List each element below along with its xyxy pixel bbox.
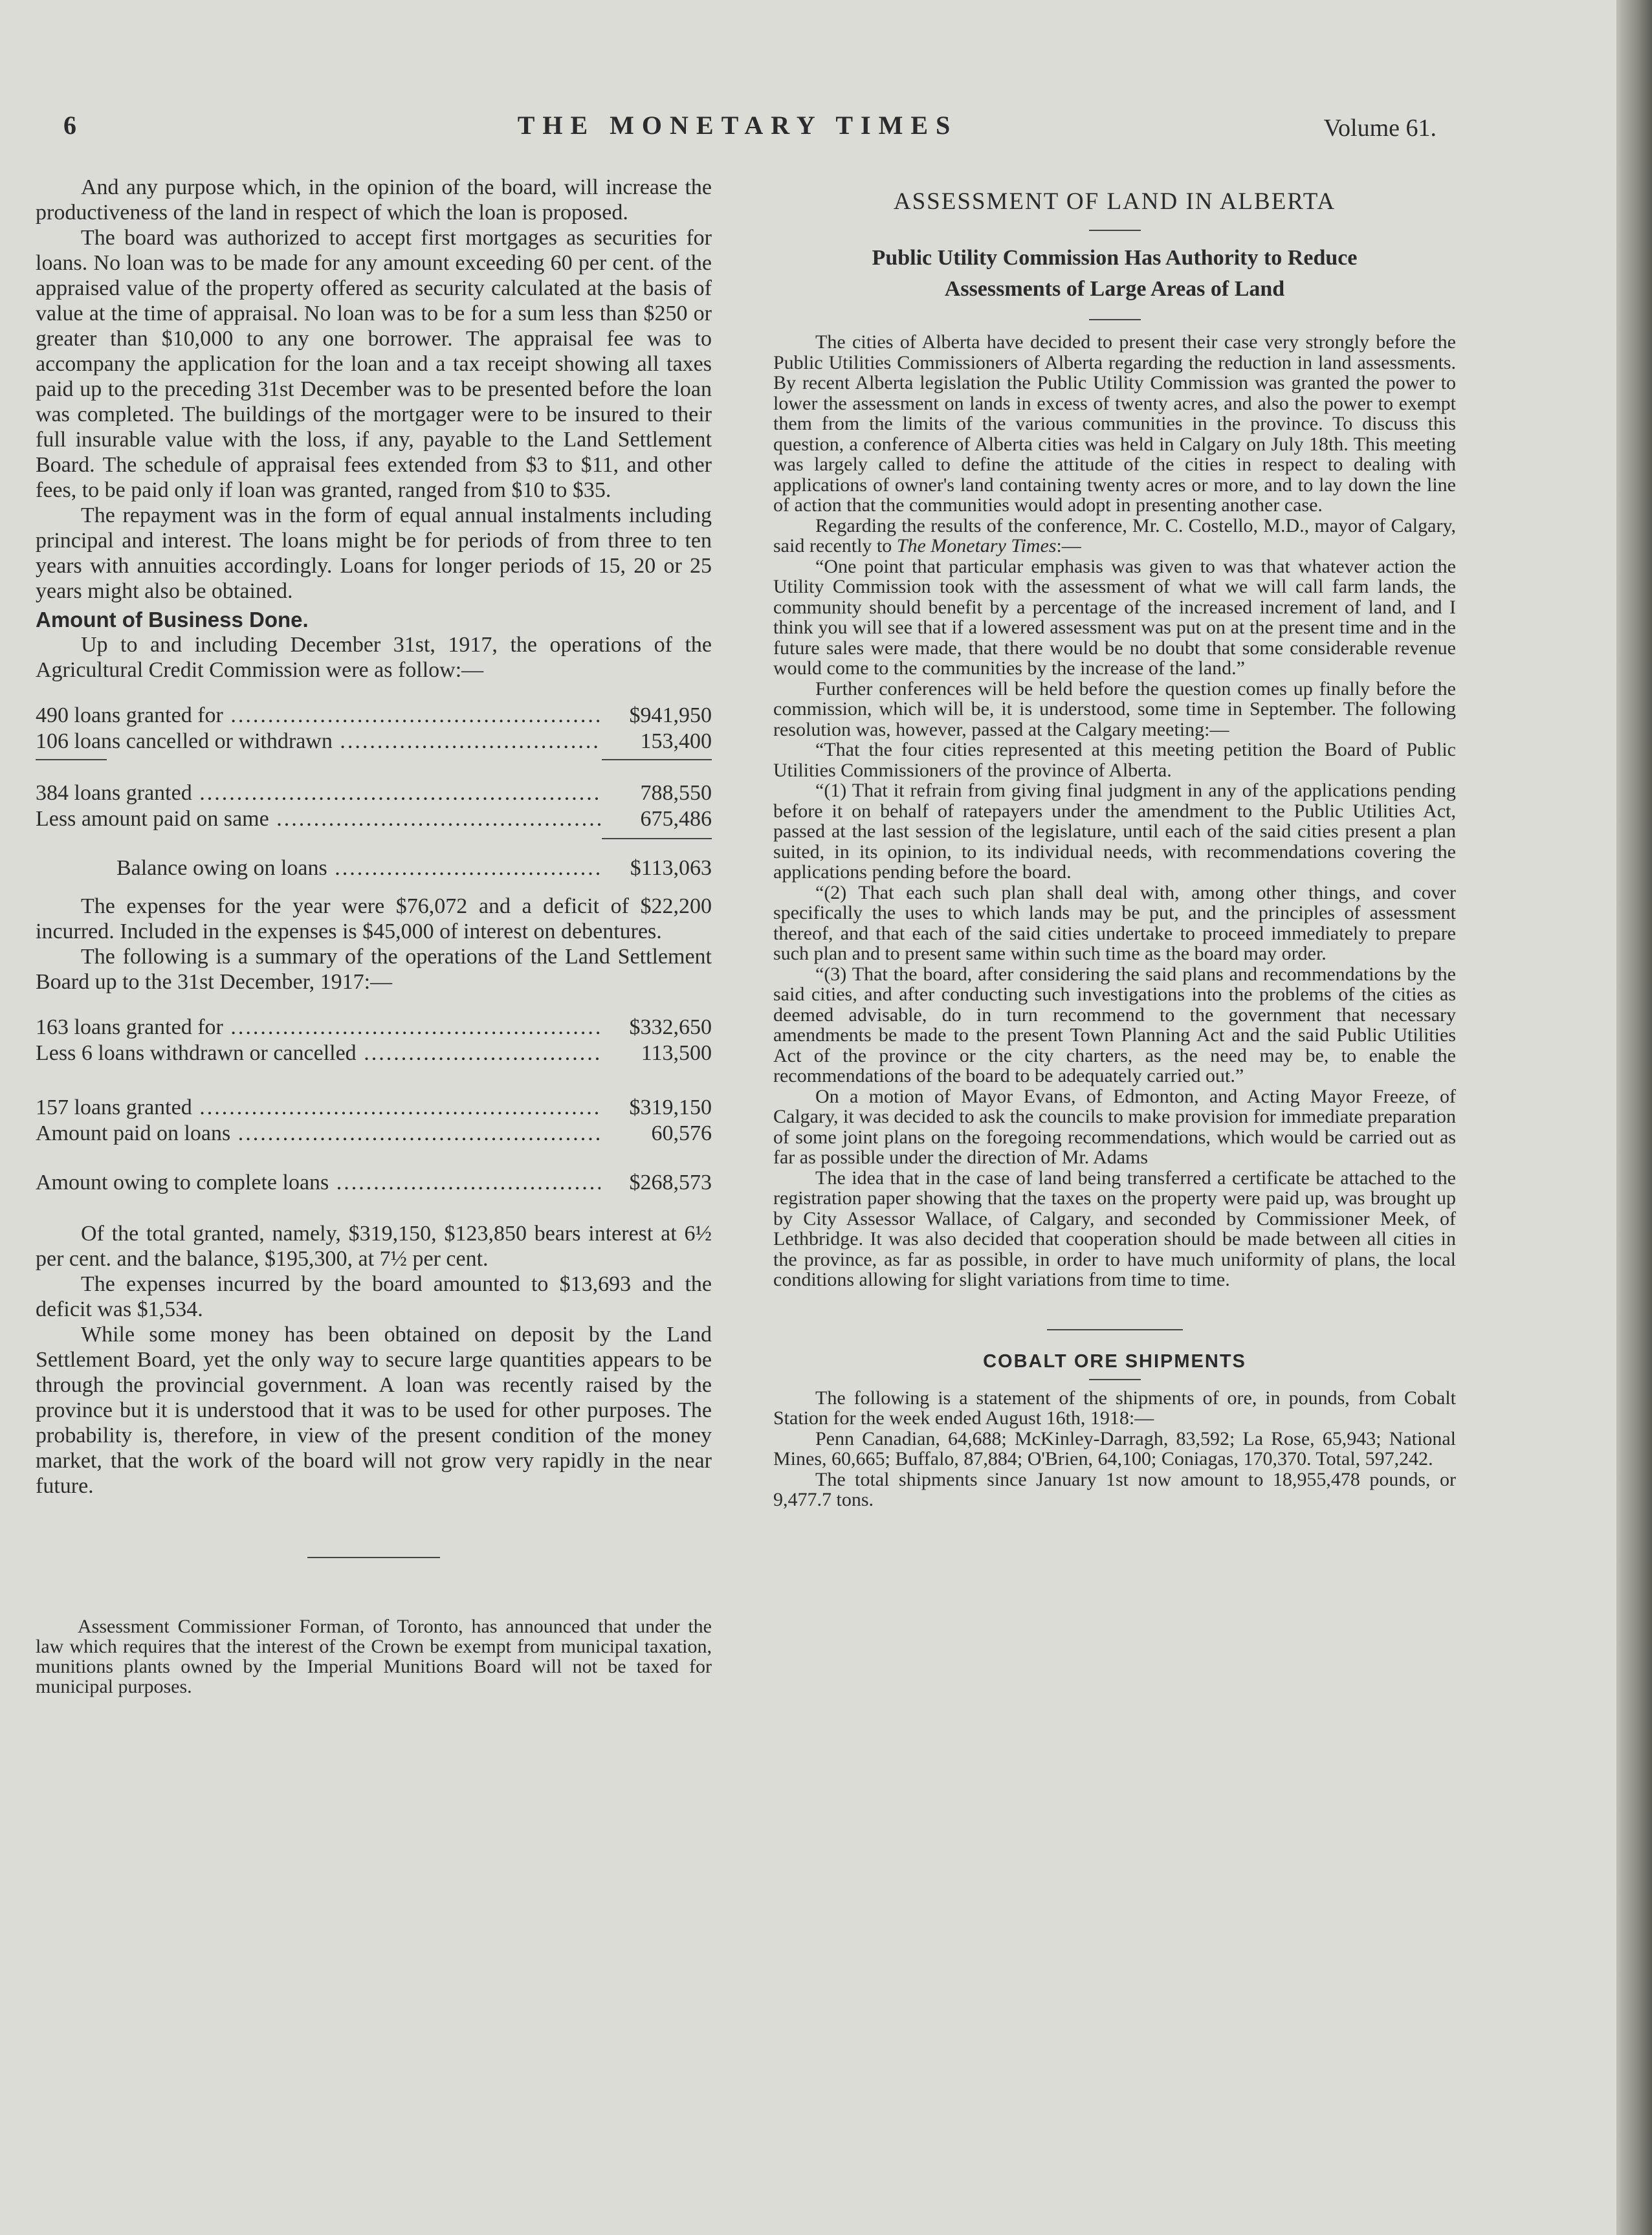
paragraph: Assessment Commissioner Forman, of Toronto, has announced that under the law which requires that the interest of the Crown be exempt from municipal taxation, munitions plants owned by the Imperial Munitions Board will not be taxed for municipal purposes. xyxy=(36,1616,712,1697)
ledger-rule xyxy=(36,759,107,760)
ledger-label: 384 loans granted ..... xyxy=(36,781,600,806)
ledger-label: Less amount paid on same ..... xyxy=(36,807,600,831)
paragraph: “That the four cities represented at this meeting petition the Board of Public Utilities Commissioners of the province of Alberta. xyxy=(773,739,1456,781)
cobalt-rule xyxy=(1089,1379,1141,1380)
paragraph: The expenses incurred by the board amounted to $13,693 and the deficit was $1,534. xyxy=(36,1272,712,1321)
paragraph: “(3) That the board, after considering the said plans and recommendations by the said cities, and after conducting such investigations into the problems of the cities as deemed advisable, do in turn recommend to the government that necessary amendments be made to the present Town Planning Act and the said Public Utilities Act of the province or the city charters, as the need may be, to enable the recommendations of the board to be adequately carried out.” xyxy=(773,963,1456,1086)
page-edge xyxy=(1616,0,1652,2235)
ledger-amount: $332,650 xyxy=(600,1015,712,1040)
ledger-label: 106 loans cancelled or withdrawn ..... xyxy=(36,729,600,754)
paragraph: The cities of Alberta have decided to present their case very strongly before the Public Utilities Commissioners of Alberta regarding the reduction in land assessments. By recent Alberta legislation the Public Utility Commission was granted the power to lower the assessment on lands in excess of twenty acres, and also the power to exempt them from the limits of the various communities in the province. To discuss this question, a conference of Alberta cities was held in Calgary on July 18th. This meeting was largely called to define the attitude of the cities in respect to dealing with applications of owner's land containing twenty acres or more, and to lay down the line of action that the communities would adopt in presenting another case. xyxy=(773,331,1456,516)
paragraph: “One point that particular emphasis was given to was that whatever action the Utility Commission took with the assessment of what we will call farm lands, the community should benefit by a percentage of the increased increment of land, and I think you will see that if a lowered assessment was put on at the present time and in the future sales were made, that there would be no doubt that some considerable revenue would come to the communities by the increase of the land.” xyxy=(773,555,1456,679)
ledger-label: Amount owing to complete loans ..... xyxy=(36,1171,600,1195)
ledger-amount: 153,400 xyxy=(600,729,712,754)
volume-label: Volume 61. xyxy=(1323,115,1437,142)
ledger-amount: 113,500 xyxy=(600,1041,712,1066)
ledger-label: Less 6 loans withdrawn or cancelled ..... xyxy=(36,1041,600,1066)
ledger-amount: $268,573 xyxy=(600,1171,712,1195)
paragraph: The following is a summary of the operations of the Land Settlement Board up to the 31st December, 1917:— xyxy=(36,945,712,994)
section-subhead: Amount of Business Done. xyxy=(36,608,309,632)
ledger-label: 163 loans granted for ..... xyxy=(36,1015,600,1040)
ledger-land-settlement xyxy=(36,1014,712,1195)
paragraph xyxy=(773,516,1456,556)
paragraph: While some money has been obtained on deposit by the Land Settlement Board, yet the only way to secure large quantities appears to be through the provincial government. A loan was recently raised by the province but it is understood that it was to be used for other purposes. The probability is, therefore, in view of the present condition of the money market, that the work of the board will not grow very rapidly in the near future. xyxy=(36,1323,712,1498)
section-divider xyxy=(1047,1329,1183,1330)
ledger-row xyxy=(36,1040,712,1066)
paragraph: Further conferences will be held before the question comes up finally before the commission, which will be, it is understood, some time in September. The following resolution was, however, passed at the Calgary meeting:— xyxy=(773,677,1456,740)
ledger-row xyxy=(36,855,712,881)
ledger-row xyxy=(36,702,712,728)
publication-title: THE MONETARY TIMES xyxy=(517,111,958,140)
ledger-row xyxy=(36,1014,712,1040)
paragraph-text: :— xyxy=(1056,535,1081,556)
paragraph: The total shipments since January 1st now amount to 18,955,478 pounds, or 9,477.7 tons. xyxy=(773,1468,1456,1510)
cobalt-title: COBALT ORE SHIPMENTS xyxy=(983,1350,1246,1372)
page-number: 6 xyxy=(63,111,76,140)
ledger-label: Balance owing on loans ..... xyxy=(36,856,600,881)
title-rule xyxy=(1089,230,1141,231)
ledger-row xyxy=(36,1120,712,1146)
ledger-amount: $319,150 xyxy=(600,1095,712,1120)
paragraph: The board was authorized to accept first mortgages as securities for loans. No loan was to be made for any amount exceeding 60 per cent. of the appraised value of the property offered as security calculated at the basis of value at the time of appraisal. No loan was to be for a sum less than $250 or greater than $10,000 to any one borrower. The appraisal fee was to accompany the application for the loan and a tax receipt showing all taxes paid up to the preceding 31st December was to be presented before the loan was completed. The buildings of the mortgager were to be insured to their full insurable value with the loss, if any, payable to the Land Settlement Board. The schedule of appraisal fees extended from $3 to $11, and other fees, to be paid only if loan was granted, ranged from $10 to $35. xyxy=(36,226,712,502)
article-subtitle-line-1: Public Utility Commission Has Authority to Reduce xyxy=(872,246,1358,270)
paragraph: “(2) That each such plan shall deal with, among other things, and cover specifically the uses to which lands may be put, and the principles of assessment thereof, and that each of the said cities undertake to proceed immediately to prepare such plan and to present same within such time as the board may order. xyxy=(773,881,1456,964)
left-column xyxy=(36,175,712,1697)
paragraph: And any purpose which, in the opinion of the board, will increase the productiveness of the land in respect of which the loan is proposed. xyxy=(36,175,712,225)
paragraph: The idea that in the case of land being transferred a certificate be attached to the registration paper showing that the taxes on the property were paid up, was brought up by City Assessor Wallace, of Calgary, and seconded by Commissioner Meek, of Lethbridge. It was also decided that cooperation should be made between all cities in the province, as far as possible, in order to have much uniformity of plans, the local conditions allowing for slight variations from time to time. xyxy=(773,1167,1456,1290)
paragraph: The expenses for the year were $76,072 and a deficit of $22,200 incurred. Included in the expenses is $45,000 of interest on debentures. xyxy=(36,894,712,943)
ledger-amount: 788,550 xyxy=(600,781,712,806)
paragraph: Up to and including December 31st, 1917, the operations of the Agricultural Credit Commission were as follow:— xyxy=(36,633,712,682)
ledger-rule xyxy=(602,838,712,839)
ledger-label: Amount paid on loans ..... xyxy=(36,1121,600,1146)
page-header xyxy=(39,110,1437,149)
ledger-rule xyxy=(602,759,712,760)
ledger-label: 157 loans granted ..... xyxy=(36,1095,600,1120)
paragraph: “(1) That it refrain from giving final judgment in any of the applications pending before it on behalf of ratepayers under the amendment to the Public Utilities Act, passed at the last session of the legislature, until each of the said cities present a plan suited, in its opinion, to its individual needs, with recommendations covering the applications pending before the board. xyxy=(773,780,1456,883)
paragraph: The following is a statement of the shipments of ore, in pounds, from Cobalt Station for the week ended August 16th, 1918:— xyxy=(773,1387,1456,1429)
ledger-row xyxy=(36,806,712,831)
article-subtitle-line-2: Assessments of Large Areas of Land xyxy=(944,277,1285,301)
ledger-row xyxy=(36,728,712,754)
ledger-amount: 675,486 xyxy=(600,807,712,831)
ledger-row xyxy=(36,780,712,806)
ledger-amount: 60,576 xyxy=(600,1121,712,1146)
subtitle-rule xyxy=(1089,319,1141,320)
ledger-agricultural-credit xyxy=(36,702,712,881)
paragraph-text: Regarding the results of the conference, Mr. C. Costello, M.D., mayor of Calgary, said recently to xyxy=(773,514,1456,556)
news-note xyxy=(36,1616,712,1697)
right-column xyxy=(773,181,1456,1510)
publication-reference: The Monetary Times xyxy=(896,535,1057,556)
section-divider xyxy=(307,1557,440,1558)
ledger-row xyxy=(36,1169,712,1195)
article-title: ASSESSMENT OF LAND IN ALBERTA xyxy=(893,188,1336,215)
ledger-row xyxy=(36,1094,712,1120)
paragraph: On a motion of Mayor Evans, of Edmonton, and Acting Mayor Freeze, of Calgary, it was decided to ask the councils to make provision for immediate preparation of some joint plans on the foregoing recommendations, which would be carried out as far as possible under the direction of Mr. Adams xyxy=(773,1085,1456,1168)
paragraph: Penn Canadian, 64,688; McKinley-Darragh, 83,592; La Rose, 65,943; National Mines, 60,665; Buffalo, 87,884; O'Brien, 64,100; Coniagas, 170,370. Total, 597,242. xyxy=(773,1427,1456,1470)
ledger-amount: $113,063 xyxy=(600,856,712,881)
paragraph: Of the total granted, namely, $319,150, $123,850 bears interest at 6½ per cent. and the balance, $195,300, at 7½ per cent. xyxy=(36,1222,712,1271)
ledger-amount: $941,950 xyxy=(600,703,712,728)
paragraph: The repayment was in the form of equal annual instalments including principal and interest. The loans might be for periods of from three to ten years with annuities accordingly. Loans for longer periods of 15, 20 or 25 years might also be obtained. xyxy=(36,503,712,603)
ledger-label: 490 loans granted for ..... xyxy=(36,703,600,728)
